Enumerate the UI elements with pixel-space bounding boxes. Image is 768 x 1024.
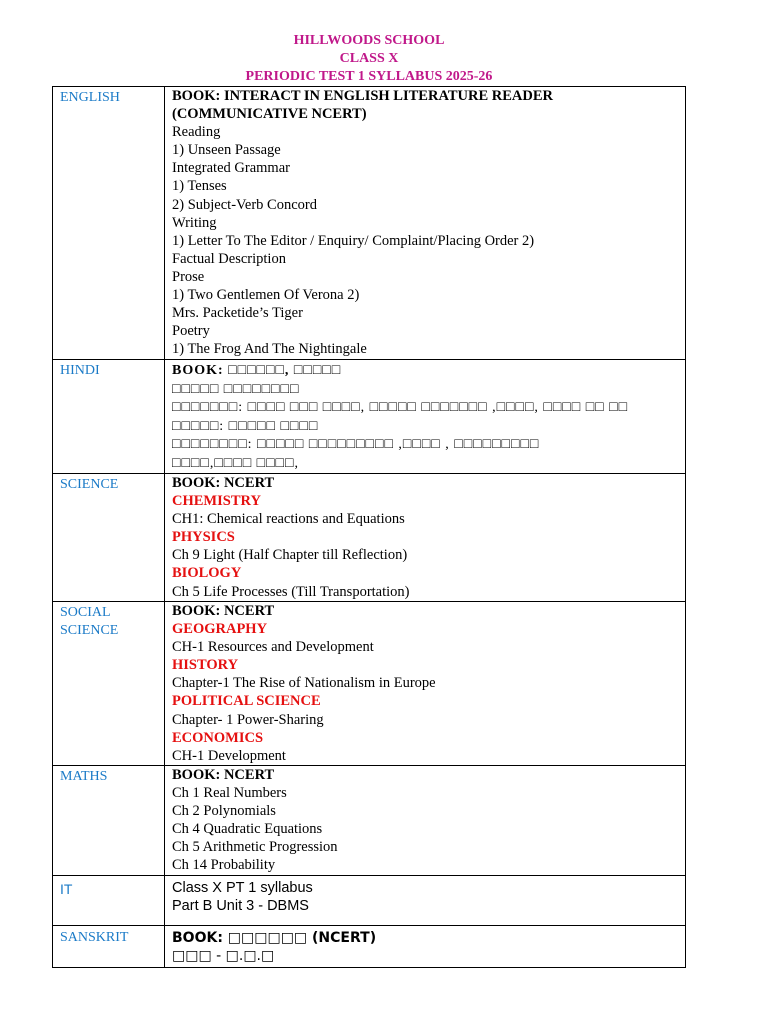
english-line: 1) Two Gentlemen Of Verona 2) — [172, 287, 360, 304]
maths-chapter: Ch 4 Quadratic Equations — [172, 821, 323, 838]
science-book: BOOK: NCERT — [172, 475, 275, 491]
row-science — [53, 474, 686, 602]
geography-chapter: CH-1 Resources and Development — [172, 639, 374, 656]
content-maths — [165, 766, 686, 876]
subject-science: SCIENCE — [53, 474, 165, 602]
subject-hindi: HINDI — [53, 360, 165, 474]
syllabus-table — [52, 86, 686, 968]
english-line: Writing — [172, 214, 217, 231]
history-heading: HISTORY — [172, 657, 239, 674]
subject-it: IT — [53, 875, 165, 925]
sanskrit-chapter: □□□ - □.□.□ — [172, 947, 275, 964]
row-it — [53, 875, 686, 925]
content-science — [165, 474, 686, 602]
english-book-line-2: (COMMUNICATIVE NCERT) — [172, 106, 367, 123]
hindi-book-title: □□□□□□, □□□□□ — [228, 363, 342, 378]
hindi-line: □□□□□: □□□□□ □□□□ — [172, 418, 319, 434]
it-line: Class X PT 1 syllabus — [172, 879, 313, 896]
physics-heading: PHYSICS — [172, 529, 235, 546]
row-sanskrit — [53, 925, 686, 967]
maths-chapter: Ch 2 Polynomials — [172, 803, 276, 820]
english-line: Prose — [172, 268, 205, 285]
english-line: 1) Tenses — [172, 178, 227, 195]
subject-sanskrit: SANSKRIT — [53, 925, 165, 967]
physics-chapter: Ch 9 Light (Half Chapter till Reflection) — [172, 547, 408, 564]
biology-chapter: Ch 5 Life Processes (Till Transportation) — [172, 583, 410, 600]
political-science-heading: POLITICAL SCIENCE — [172, 693, 321, 710]
hindi-line-1 — [172, 362, 685, 381]
it-line: Part B Unit 3 - DBMS — [172, 897, 309, 914]
english-line: Mrs. Packetide’s Tiger — [172, 305, 303, 322]
maths-chapter: Ch 5 Arithmetic Progression — [172, 839, 338, 856]
class-name: CLASS X — [339, 51, 399, 66]
english-line: 1) Letter To The Editor / Enquiry/ Complaint/Placing Order 2) — [172, 232, 535, 249]
geography-heading: GEOGRAPHY — [172, 621, 268, 638]
subject-social-science: SOCIAL SCIENCE — [53, 602, 165, 766]
economics-heading: ECONOMICS — [172, 729, 264, 746]
subject-english: ENGLISH — [53, 87, 165, 360]
hindi-line: □□□□□□□: □□□□ □□□ □□□□, □□□□□ □□□□□□□ ,□□□□, □□□□ □□ □□ — [172, 400, 629, 415]
maths-chapter: Ch 1 Real Numbers — [172, 785, 287, 802]
subject-maths: MATHS — [53, 766, 165, 876]
english-line: Factual Description — [172, 250, 286, 267]
history-chapter: Chapter-1 The Rise of Nationalism in Europe — [172, 675, 436, 692]
content-hindi — [165, 360, 686, 474]
biology-heading: BIOLOGY — [172, 565, 242, 582]
english-book-line-1: BOOK: INTERACT IN ENGLISH LITERATURE READER — [172, 88, 553, 104]
political-science-chapter: Chapter- 1 Power-Sharing — [172, 711, 324, 728]
chemistry-heading: CHEMISTRY — [172, 493, 261, 510]
english-line: 2) Subject-Verb Concord — [172, 196, 317, 213]
english-line: Integrated Grammar — [172, 160, 290, 177]
maths-chapter: Ch 14 Probability — [172, 857, 276, 874]
school-name: HILLWOODS SCHOOL — [293, 33, 445, 48]
english-line: 1) The Frog And The Nightingale — [172, 341, 367, 358]
test-title: PERIODIC TEST 1 SYLLABUS 2025-26 — [245, 69, 493, 84]
hindi-line: □□□□□□□□: □□□□□ □□□□□□□□□ ,□□□□ , □□□□□□□□□ — [172, 437, 540, 452]
social-book: BOOK: NCERT — [172, 603, 275, 619]
content-sanskrit — [165, 925, 686, 967]
content-social-science — [165, 602, 686, 766]
hindi-line: □□□□□ □□□□□□□□ — [172, 381, 300, 397]
row-maths — [53, 766, 686, 876]
content-english — [165, 87, 686, 360]
hindi-line: □□□□,□□□□ □□□□, — [172, 455, 299, 471]
chemistry-chapter: CH1: Chemical reactions and Equations — [172, 511, 405, 528]
document-header — [0, 32, 738, 86]
content-it — [165, 875, 686, 925]
english-line: Reading — [172, 124, 221, 141]
maths-book: BOOK: NCERT — [172, 767, 275, 783]
english-line: Poetry — [172, 323, 210, 340]
english-line: 1) Unseen Passage — [172, 142, 281, 159]
row-social-science — [53, 602, 686, 766]
row-hindi — [53, 360, 686, 474]
economics-chapter: CH-1 Development — [172, 747, 286, 764]
hindi-book-label: BOOK: — [172, 363, 224, 378]
sanskrit-book: BOOK: □□□□□□ (NCERT) — [172, 929, 377, 946]
row-english — [53, 87, 686, 360]
